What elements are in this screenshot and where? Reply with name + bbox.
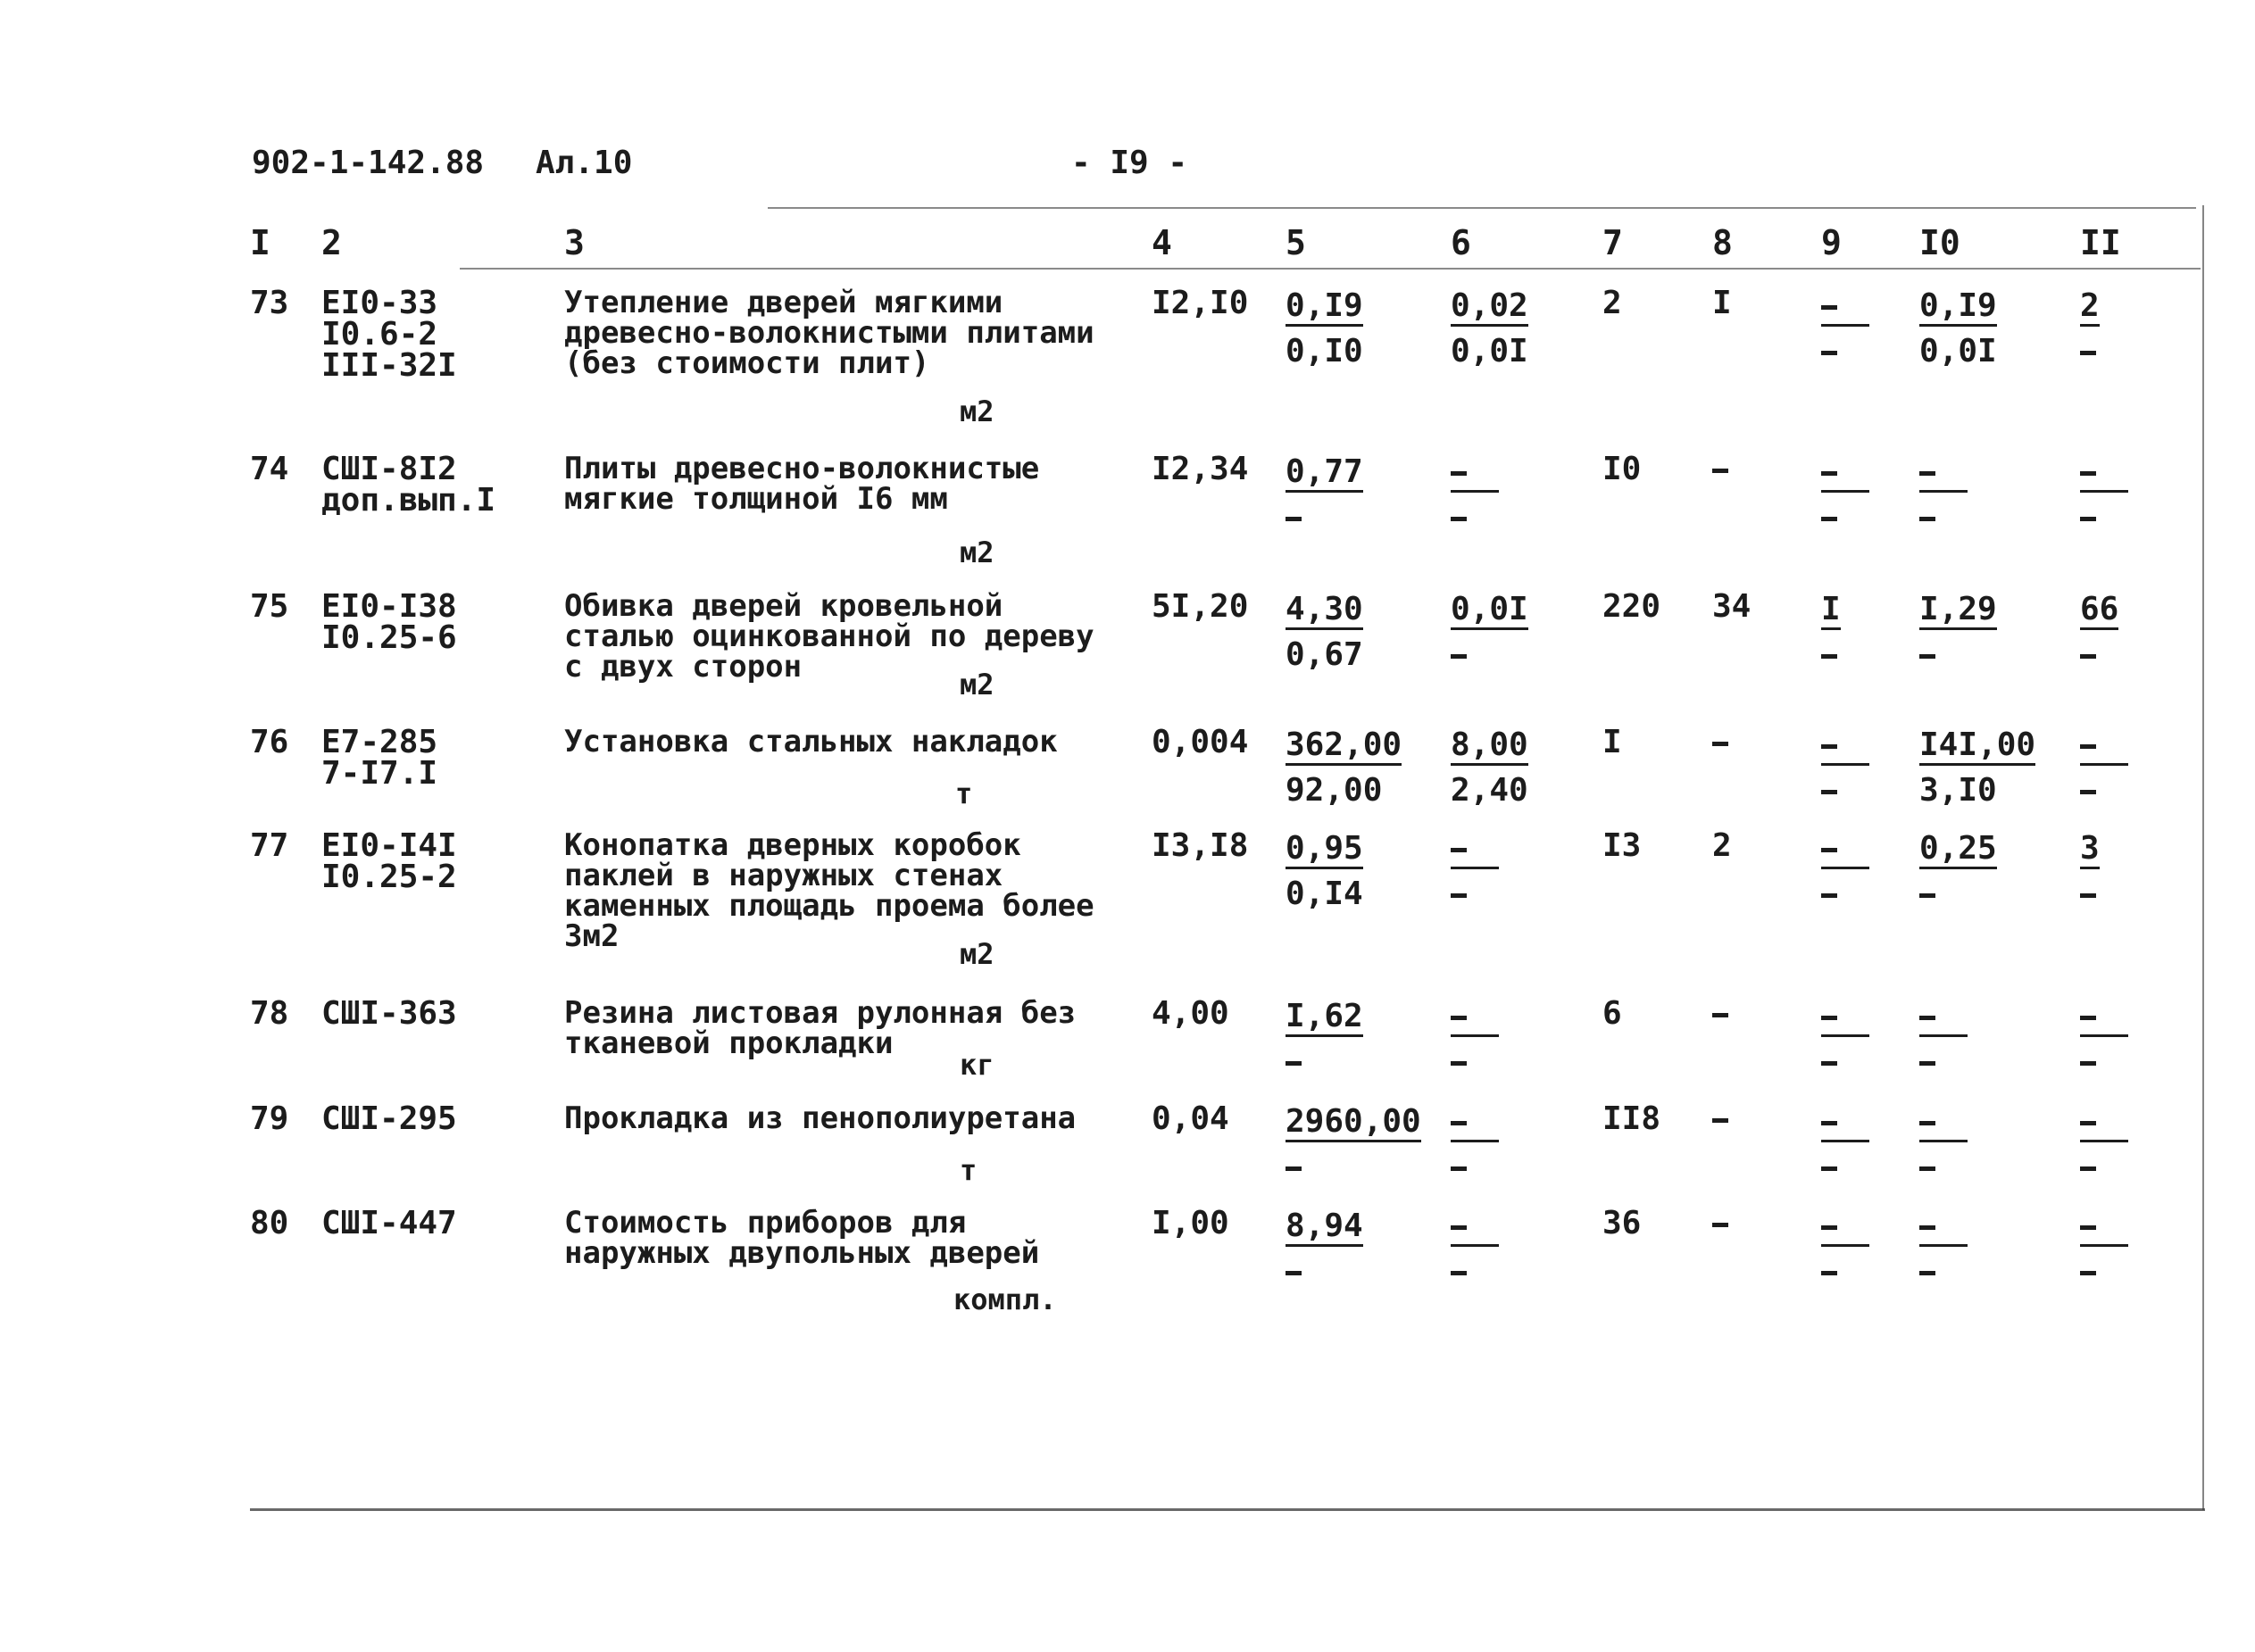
norm-codes: СШI-8I2 доп.вып.I [321,451,496,519]
dash-mark [1286,1271,1302,1275]
dash-mark [1451,848,1467,852]
machine-cost-numerator [1451,1106,1499,1142]
dash-mark [1821,1225,1837,1230]
labor-total-denominator [2080,639,2118,671]
total-cost: 6 [1602,995,1622,1032]
dash-mark [2080,1271,2096,1275]
wages-total [1712,726,1728,758]
machine-cost-numerator [1451,1000,1499,1037]
dash-mark [1451,654,1467,659]
unit-cost [1286,453,1363,534]
row-number: 80 [250,1205,289,1241]
labor-total-denominator [2080,1151,2128,1183]
work-description: Резина листовая рулонная без тканевой прокладки [564,995,1077,1061]
labor-per-unit [1919,726,2035,807]
labor-per-unit-numerator: I,29 [1919,594,1997,630]
table-row [0,285,2255,428]
column-number-9: 9 [1821,223,1842,262]
dash-mark [1821,351,1837,355]
row-number: 78 [250,995,289,1032]
measurement-unit: м2 [960,937,994,971]
document-code: 902-1-142.88 [252,145,485,181]
machine-cost-denominator: 0,0I [1451,333,1528,369]
total-cost: I3 [1602,827,1642,864]
column-number-7: 7 [1602,223,1623,262]
labor-per-unit [1919,287,1997,368]
machine-cost-numerator: 8,00 [1451,729,1528,766]
dash-mark [1821,1271,1837,1275]
dash-mark [1712,1013,1728,1017]
unit-cost [1286,591,1363,671]
machine-cost [1451,591,1528,671]
table-row [0,1100,2255,1210]
column-header-rule [460,268,2201,270]
machine-cost-numerator [1451,833,1499,869]
dash-mark [1451,1121,1467,1125]
machine-total [1821,726,1869,807]
unit-cost-numerator: 8,94 [1286,1210,1363,1247]
dash-mark [1712,1223,1728,1227]
wages-total: I [1712,285,1732,321]
wages-total [1712,998,1728,1029]
machine-cost [1451,1208,1499,1288]
bottom-frame-line [250,1508,2205,1511]
row-number: 73 [250,285,289,321]
quantity: I,00 [1152,1205,1229,1241]
labor-total-denominator [2080,775,2128,807]
machine-cost [1451,830,1499,910]
dash-mark [1919,893,1935,898]
machine-cost-numerator [1451,1210,1499,1247]
dash-mark [1821,848,1837,852]
dash-mark [1821,744,1837,749]
labor-total-numerator [2080,456,2128,493]
dash-mark [2080,790,2096,794]
dash-mark [1821,517,1837,521]
dash-mark [1451,1016,1467,1020]
unit-cost-numerator: 4,30 [1286,594,1363,630]
labor-per-unit-numerator [1919,1106,1968,1142]
machine-total-numerator [1821,729,1869,766]
dash-mark [2080,471,2096,476]
right-frame-line [2202,205,2204,1510]
dash-mark [1821,471,1837,476]
dash-mark [1821,654,1837,659]
labor-per-unit-denominator [1919,1046,1968,1078]
dash-mark [1451,471,1467,476]
machine-cost-denominator [1451,1151,1499,1183]
dash-mark [1821,1061,1837,1066]
machine-total-denominator [1821,502,1869,534]
unit-cost [1286,830,1363,910]
machine-total-denominator [1821,1151,1869,1183]
quantity: 0,04 [1152,1100,1229,1137]
dash-mark [1919,1166,1935,1171]
quantity: I2,I0 [1152,285,1249,321]
unit-cost-denominator: 0,67 [1286,636,1363,673]
unit-cost [1286,726,1402,807]
dash-mark [1286,1166,1302,1171]
norm-codes: СШI-447 [321,1205,457,1241]
machine-cost [1451,453,1499,534]
machine-total-denominator [1821,1046,1869,1078]
measurement-unit: кг [960,1048,994,1082]
machine-total-denominator [1821,639,1841,671]
dash-mark [1919,1121,1935,1125]
unit-cost-numerator: I,62 [1286,1000,1363,1037]
dash-mark [1919,1016,1935,1020]
measurement-unit: м2 [960,394,994,428]
dash-mark [2080,1225,2096,1230]
norm-codes: E7-285 7-I7.I [321,724,438,792]
dash-mark [2080,1121,2096,1125]
wages-total [1712,1208,1728,1239]
norm-codes: СШI-295 [321,1100,457,1137]
labor-per-unit-denominator: 0,0I [1919,333,1997,369]
machine-cost-denominator [1451,878,1499,910]
unit-cost-numerator: 0,95 [1286,833,1363,869]
machine-cost-numerator [1451,456,1499,493]
quantity: I3,I8 [1152,827,1249,864]
labor-per-unit [1919,830,1997,910]
dash-mark [1919,1061,1935,1066]
machine-total [1821,591,1841,671]
dash-mark [1712,1118,1728,1123]
machine-cost-denominator: 2,40 [1451,772,1528,809]
dash-mark [2080,744,2096,749]
measurement-unit: м2 [960,535,994,569]
dash-mark [2080,351,2096,355]
labor-per-unit-numerator [1919,1210,1968,1247]
dash-mark [1919,1271,1935,1275]
machine-cost [1451,998,1499,1078]
total-cost: 2 [1602,285,1622,321]
dash-mark [1451,1061,1467,1066]
labor-total-numerator [2080,1210,2128,1247]
labor-per-unit [1919,453,1968,534]
machine-total [1821,998,1869,1078]
labor-total [2080,287,2100,368]
labor-per-unit-denominator [1919,878,1997,910]
column-number-2: 2 [321,223,342,262]
labor-total-denominator [2080,1046,2128,1078]
unit-cost-denominator [1286,1151,1421,1183]
quantity: 0,004 [1152,724,1249,760]
column-number-8: 8 [1712,223,1733,262]
column-number-3: 3 [564,223,585,262]
labor-total [2080,591,2118,671]
dash-mark [1821,1121,1837,1125]
measurement-unit: т [960,1153,978,1187]
sheet-label: Ал.10 [536,145,633,181]
dash-mark [2080,1166,2096,1171]
unit-cost-numerator: 0,77 [1286,456,1363,493]
machine-total-denominator [1821,775,1869,807]
labor-total [2080,1208,2128,1288]
dash-mark [2080,1016,2096,1020]
wages-total: 2 [1712,827,1732,864]
column-number-4: 4 [1152,223,1172,262]
machine-cost-denominator [1451,1256,1499,1288]
labor-per-unit-numerator: 0,I9 [1919,290,1997,327]
total-cost: I [1602,724,1622,760]
dash-mark [1919,471,1935,476]
labor-per-unit-numerator: I4I,00 [1919,729,2035,766]
dash-mark [1821,893,1837,898]
dash-mark [2080,893,2096,898]
machine-cost-numerator: 0,02 [1451,290,1528,327]
quantity: 4,00 [1152,995,1229,1032]
labor-per-unit-numerator: 0,25 [1919,833,1997,869]
work-description: Конопатка дверных коробок паклей в наружных стенах каменных площадь проема более 3м2 [564,827,1094,954]
machine-cost [1451,287,1528,368]
machine-total [1821,453,1869,534]
row-number: 74 [250,451,289,487]
row-number: 76 [250,724,289,760]
labor-total-denominator [2080,336,2100,368]
norm-codes: EI0-33 I0.6-2 III-32I [321,285,457,384]
machine-cost [1451,726,1528,807]
table-row [0,588,2255,701]
unit-cost-denominator: 92,00 [1286,772,1383,809]
labor-per-unit-denominator [1919,639,1997,671]
table-row [0,995,2255,1105]
dash-mark [1451,1166,1467,1171]
labor-total [2080,830,2100,910]
labor-per-unit-denominator [1919,502,1968,534]
machine-total-numerator [1821,290,1869,327]
unit-cost-numerator: 362,00 [1286,729,1402,766]
dash-mark [1821,1016,1837,1020]
unit-cost-denominator [1286,1256,1363,1288]
labor-per-unit [1919,1103,1968,1183]
dash-mark [1451,893,1467,898]
work-description: Утепление дверей мягкими древесно-волокнистыми плитами (без стоимости плит) [564,285,1094,381]
machine-cost-numerator: 0,0I [1451,594,1528,630]
dash-mark [1821,1166,1837,1171]
unit-cost-denominator [1286,1046,1363,1078]
header-rule [768,207,2196,209]
dash-mark [2080,654,2096,659]
norm-codes: EI0-I4I I0.25-2 [321,827,457,895]
measurement-unit: компл. [953,1283,1057,1316]
unit-cost [1286,1103,1421,1183]
machine-cost [1451,1103,1499,1183]
table-row [0,1205,2255,1316]
unit-cost [1286,1208,1363,1288]
dash-mark [1286,1061,1302,1066]
row-number: 75 [250,588,289,625]
dash-mark [1919,654,1935,659]
machine-cost-denominator [1451,1046,1499,1078]
wages-total [1712,1103,1728,1134]
dash-mark [1451,517,1467,521]
unit-cost-numerator: 0,I9 [1286,290,1363,327]
norm-codes: EI0-I38 I0.25-6 [321,588,457,656]
total-cost: 36 [1602,1205,1642,1241]
machine-total-numerator [1821,456,1869,493]
table-row [0,827,2255,971]
machine-total [1821,1103,1869,1183]
labor-total-numerator [2080,729,2128,766]
labor-total-numerator [2080,1000,2128,1037]
machine-total-numerator: I [1821,594,1841,630]
labor-total [2080,726,2128,807]
unit-cost-denominator: 0,I0 [1286,333,1363,369]
work-description: Прокладка из пенополиуретана [564,1100,1077,1136]
dash-mark [1286,517,1302,521]
machine-total-denominator [1821,1256,1869,1288]
machine-cost-denominator [1451,639,1528,671]
labor-per-unit-numerator [1919,1000,1968,1037]
column-number-10: I0 [1919,223,1960,262]
labor-total-numerator: 66 [2080,594,2118,630]
dash-mark [2080,517,2096,521]
wages-total: 34 [1712,588,1752,625]
dash-mark [2080,1061,2096,1066]
row-number: 79 [250,1100,289,1137]
unit-cost-denominator: 0,I4 [1286,876,1363,912]
unit-cost [1286,998,1363,1078]
work-description: Плиты древесно-волокнистые мягкие толщиной I6 мм [564,451,1040,517]
work-description: Установка стальных накладок [564,724,1058,760]
total-cost: I0 [1602,451,1642,487]
labor-total [2080,1103,2128,1183]
labor-per-unit-denominator [1919,1151,1968,1183]
work-description: Стоимость приборов для наружных двупольных дверей [564,1205,1040,1271]
unit-cost-numerator: 2960,00 [1286,1106,1421,1142]
labor-total-numerator: 3 [2080,833,2100,869]
measurement-unit: м2 [960,668,994,701]
total-cost: II8 [1602,1100,1661,1137]
table-row [0,451,2255,569]
labor-per-unit-denominator [1919,1256,1968,1288]
machine-total [1821,1208,1869,1288]
dash-mark [1919,517,1935,521]
page-number: - I9 - [1071,145,1188,181]
quantity: I2,34 [1152,451,1249,487]
table-row [0,726,2255,834]
machine-total-numerator [1821,1106,1869,1142]
unit-cost-denominator [1286,502,1363,534]
column-number-11: II [2080,223,2121,262]
dash-mark [1821,790,1837,794]
column-number-6: 6 [1451,223,1471,262]
labor-per-unit [1919,1208,1968,1288]
labor-per-unit [1919,591,1997,671]
machine-total-denominator [1821,878,1869,910]
labor-per-unit-denominator: 3,I0 [1919,772,1997,809]
machine-cost-denominator [1451,502,1499,534]
labor-per-unit [1919,998,1968,1078]
labor-total [2080,998,2128,1078]
dash-mark [1712,469,1728,473]
labor-total-numerator: 2 [2080,290,2100,327]
dash-mark [1451,1271,1467,1275]
machine-total-numerator [1821,1210,1869,1247]
labor-total-denominator [2080,1256,2128,1288]
column-number-5: 5 [1286,223,1306,262]
machine-total-numerator [1821,833,1869,869]
dash-mark [1821,305,1837,310]
labor-total-denominator [2080,502,2128,534]
dash-mark [1451,1225,1467,1230]
measurement-unit: т [955,776,973,810]
column-number-1: I [250,223,270,262]
wages-total [1712,453,1728,485]
machine-total [1821,287,1869,368]
work-description: Обивка дверей кровельной сталью оцинкованной по дереву с двух сторон [564,588,1094,685]
machine-total-numerator [1821,1000,1869,1037]
norm-codes: СШI-363 [321,995,457,1032]
labor-total [2080,453,2128,534]
dash-mark [1919,1225,1935,1230]
unit-cost [1286,287,1363,368]
machine-total-denominator [1821,336,1869,368]
labor-total-numerator [2080,1106,2128,1142]
labor-total-denominator [2080,878,2100,910]
total-cost: 220 [1602,588,1661,625]
quantity: 5I,20 [1152,588,1249,625]
machine-total [1821,830,1869,910]
dash-mark [1712,742,1728,746]
row-number: 77 [250,827,289,864]
labor-per-unit-numerator [1919,456,1968,493]
